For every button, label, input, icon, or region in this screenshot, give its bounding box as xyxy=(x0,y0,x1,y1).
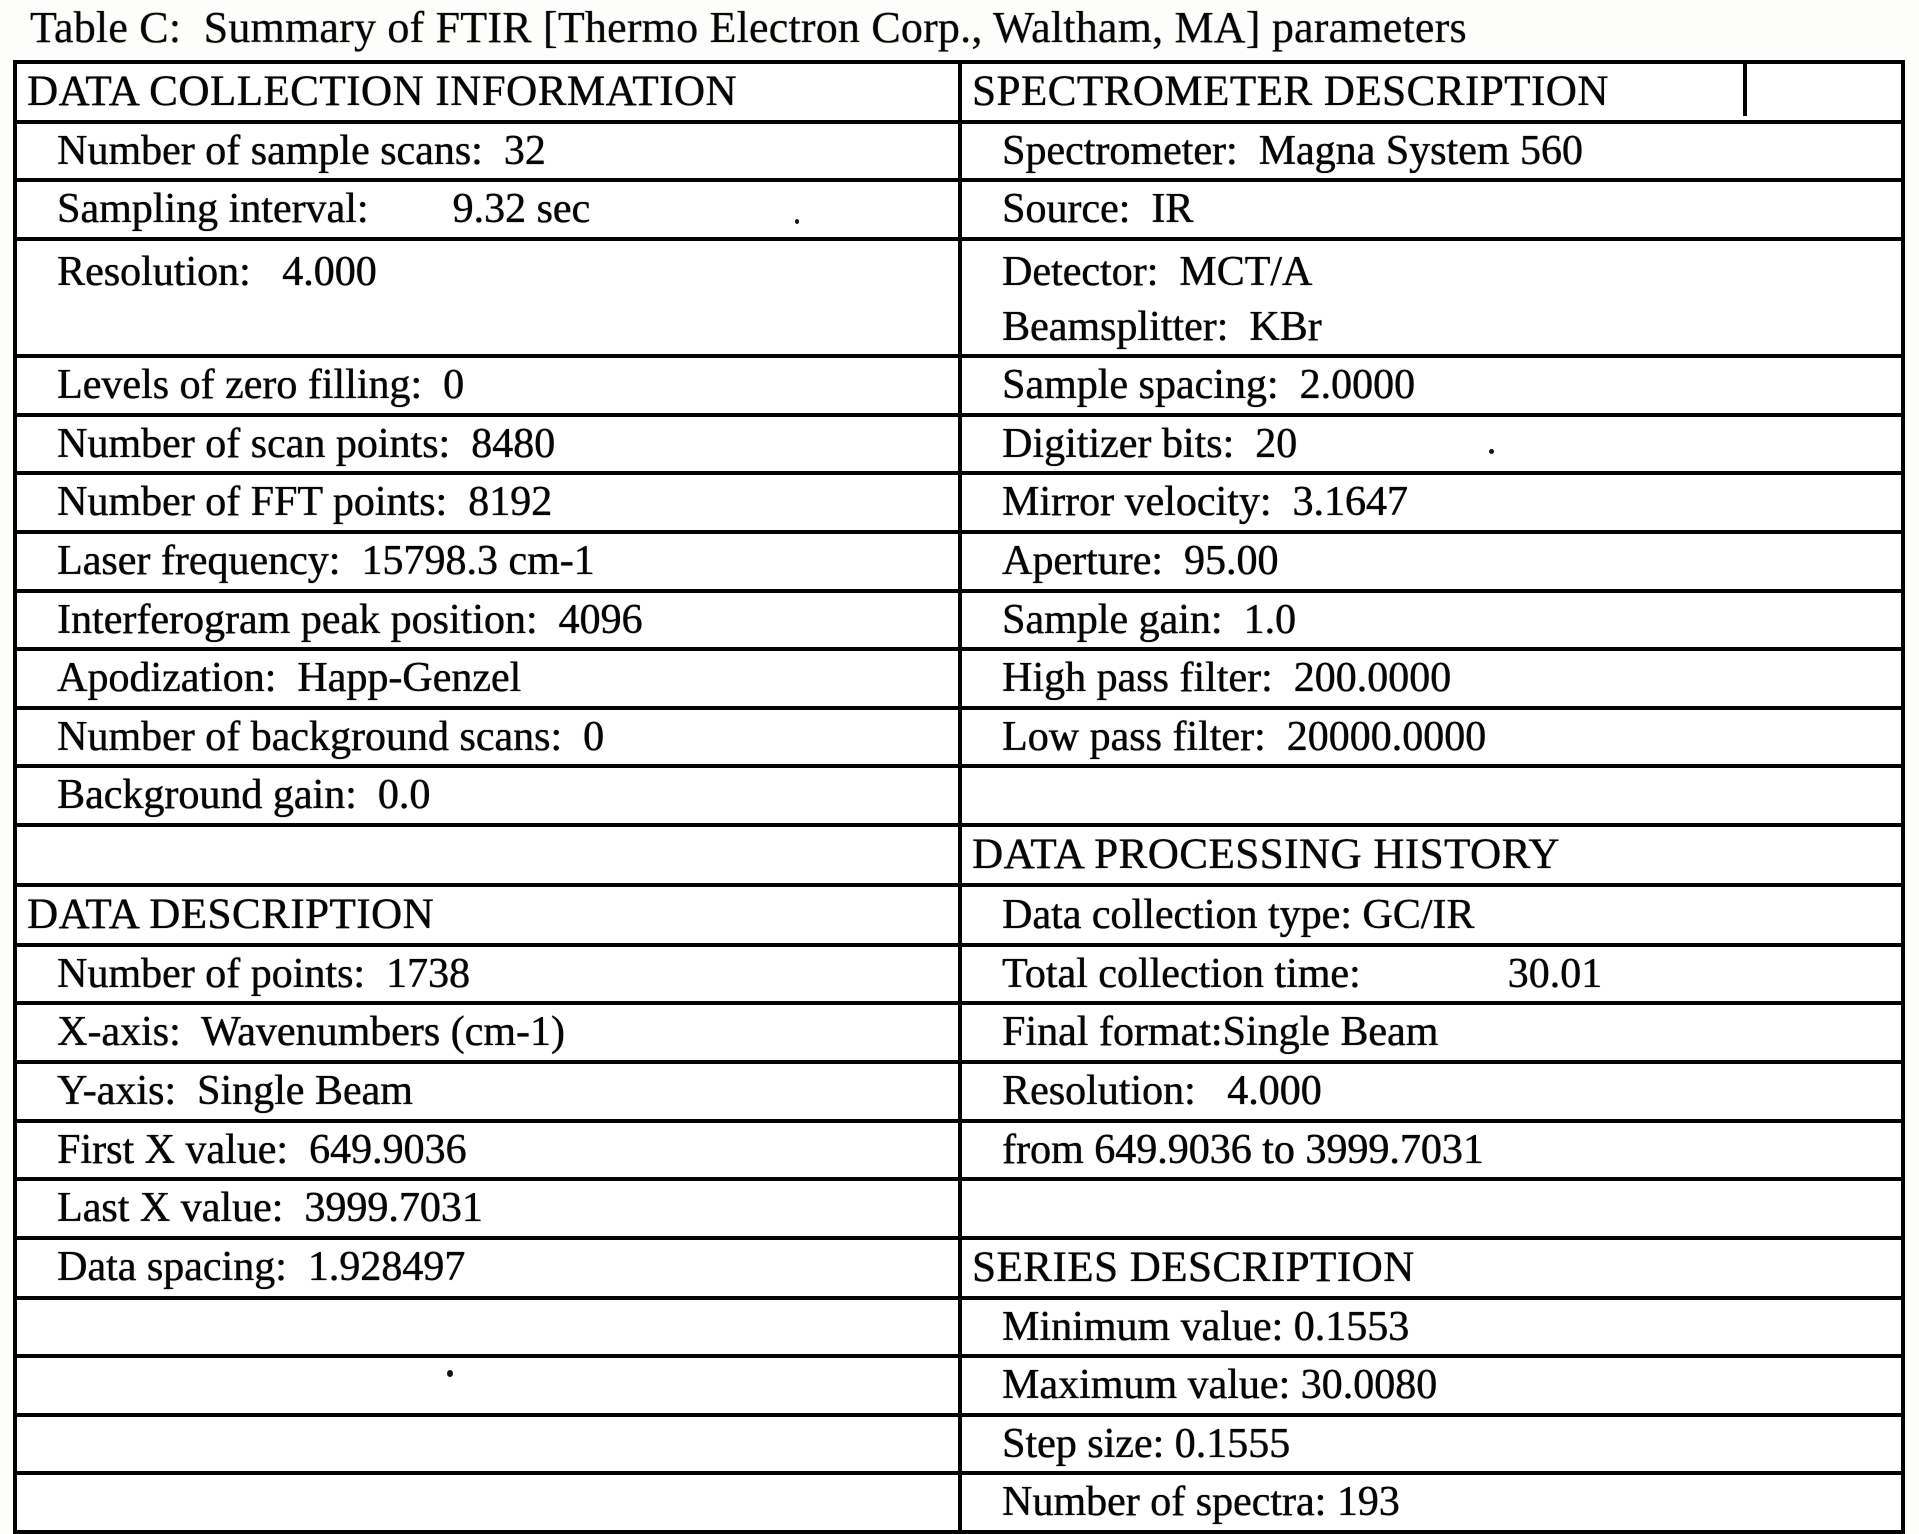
section-header-spectrometer-description: SPECTROMETER DESCRIPTION xyxy=(960,62,1903,122)
cell-final-format: Final format:Single Beam xyxy=(960,1003,1903,1062)
cell-mirror-velocity: Mirror velocity: 3.1647 xyxy=(960,473,1903,532)
table-row xyxy=(15,825,1903,885)
cell-number-of-sample-scans: Number of sample scans: 32 xyxy=(15,122,960,181)
cell-processing-range: from 649.9036 to 3999.7031 xyxy=(960,1121,1903,1180)
cell-spectrometer: Spectrometer: Magna System 560 xyxy=(960,122,1903,181)
section-header-data-description: DATA DESCRIPTION xyxy=(15,885,960,945)
cell-background-gain: Background gain: 0.0 xyxy=(15,766,960,825)
table-caption: Table C: Summary of FTIR [Thermo Electron Corp., Waltham, MA] parameters xyxy=(30,3,1467,52)
table-row xyxy=(15,532,1903,591)
cell-apodization: Apodization: Happ-Genzel xyxy=(15,649,960,708)
table-row xyxy=(15,1356,1903,1415)
table-row xyxy=(15,1003,1903,1062)
section-header-series-description: SERIES DESCRIPTION xyxy=(960,1238,1903,1298)
table-row xyxy=(15,649,1903,708)
cell-total-collection-time: Total collection time: 30.01 xyxy=(960,945,1903,1004)
table-row xyxy=(15,415,1903,474)
table-row xyxy=(15,1473,1903,1532)
ftir-parameters-table xyxy=(13,60,1905,1534)
table-row xyxy=(15,1179,1903,1238)
table-row xyxy=(15,708,1903,767)
empty-cell xyxy=(15,1298,960,1357)
cell-number-of-background-scans: Number of background scans: 0 xyxy=(15,708,960,767)
table-row xyxy=(15,1062,1903,1121)
empty-cell xyxy=(15,825,960,885)
cell-levels-of-zero-filling: Levels of zero filling: 0 xyxy=(15,356,960,415)
cell-resolution: Resolution: 4.000 xyxy=(15,239,960,356)
cell-interferogram-peak-position: Interferogram peak position: 4096 xyxy=(15,591,960,650)
cell-laser-frequency: Laser frequency: 15798.3 cm-1 xyxy=(15,532,960,591)
cell-sampling-interval: Sampling interval: 9.32 sec xyxy=(15,180,960,239)
table-row xyxy=(15,239,1903,356)
scan-artifact-dot xyxy=(795,219,799,224)
cell-low-pass-filter: Low pass filter: 20000.0000 xyxy=(960,708,1903,767)
table-row xyxy=(15,1298,1903,1357)
cell-high-pass-filter: High pass filter: 200.0000 xyxy=(960,649,1903,708)
cell-sample-spacing: Sample spacing: 2.0000 xyxy=(960,356,1903,415)
cell-last-x-value: Last X value: 3999.7031 xyxy=(15,1179,960,1238)
cell-step-size: Step size: 0.1555 xyxy=(960,1415,1903,1474)
cell-first-x-value: First X value: 649.9036 xyxy=(15,1121,960,1180)
empty-cell xyxy=(15,1415,960,1474)
empty-cell xyxy=(15,1473,960,1532)
cell-maximum-value: Maximum value: 30.0080 xyxy=(960,1356,1903,1415)
cell-y-axis: Y-axis: Single Beam xyxy=(15,1062,960,1121)
empty-cell xyxy=(15,1356,960,1415)
cell-number-of-scan-points: Number of scan points: 8480 xyxy=(15,415,960,474)
cell-sample-gain: Sample gain: 1.0 xyxy=(960,591,1903,650)
table-row xyxy=(15,885,1903,945)
cell-data-spacing: Data spacing: 1.928497 xyxy=(15,1238,960,1298)
table-row xyxy=(15,766,1903,825)
cell-aperture: Aperture: 95.00 xyxy=(960,532,1903,591)
cell-detector-beamsplitter: Detector: MCT/A Beamsplitter: KBr xyxy=(960,239,1903,356)
table-row xyxy=(15,122,1903,181)
table-row xyxy=(15,356,1903,415)
section-header-data-processing-history: DATA PROCESSING HISTORY xyxy=(960,825,1903,885)
scan-artifact-dot xyxy=(447,1370,453,1377)
cell-number-of-spectra: Number of spectra: 193 xyxy=(960,1473,1903,1532)
table-row xyxy=(15,180,1903,239)
cell-digitizer-bits: Digitizer bits: 20 xyxy=(960,415,1903,474)
table-row xyxy=(15,945,1903,1004)
scan-artifact-line xyxy=(1743,62,1747,116)
cell-minimum-value: Minimum value: 0.1553 xyxy=(960,1298,1903,1357)
table-row xyxy=(15,473,1903,532)
cell-data-collection-type: Data collection type: GC/IR xyxy=(960,885,1903,945)
table-row xyxy=(15,1121,1903,1180)
scan-artifact-dot xyxy=(1489,449,1494,454)
cell-processing-resolution: Resolution: 4.000 xyxy=(960,1062,1903,1121)
table-row xyxy=(15,1415,1903,1474)
cell-number-of-points: Number of points: 1738 xyxy=(15,945,960,1004)
cell-x-axis: X-axis: Wavenumbers (cm-1) xyxy=(15,1003,960,1062)
section-header-data-collection-information: DATA COLLECTION INFORMATION xyxy=(15,62,960,122)
table-row xyxy=(15,1238,1903,1298)
cell-source: Source: IR xyxy=(960,180,1903,239)
table-row xyxy=(15,62,1903,122)
table-row xyxy=(15,591,1903,650)
empty-cell xyxy=(960,1179,1903,1238)
empty-cell xyxy=(960,766,1903,825)
cell-number-of-fft-points: Number of FFT points: 8192 xyxy=(15,473,960,532)
